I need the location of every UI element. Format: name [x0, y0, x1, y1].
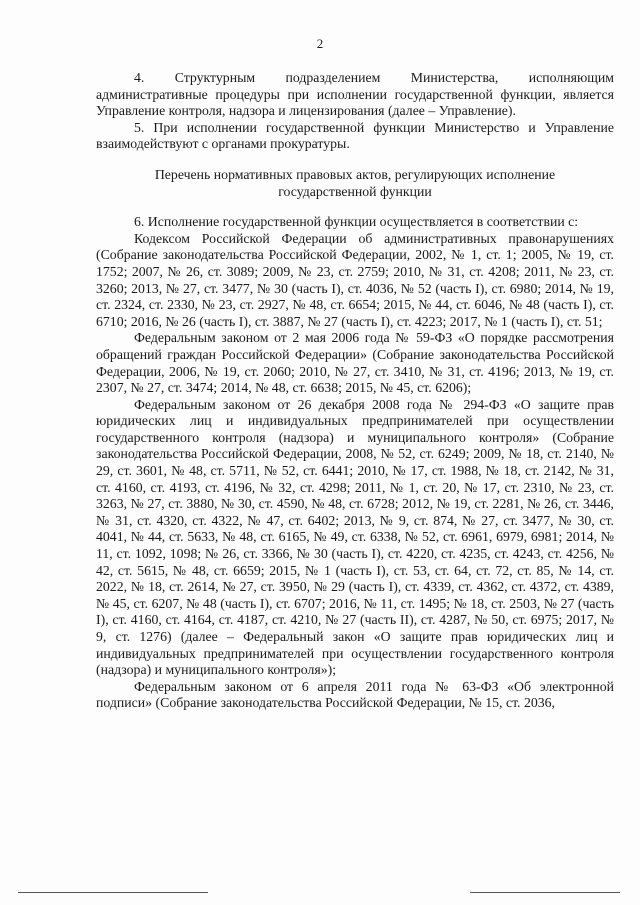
paragraph-law-63fz: Федеральным законом от 6 апреля 2011 года № 63-ФЗ «Об электронной подписи» (Собрание законодательства Российской Федерации, № 15, ст. 2036, [96, 678, 614, 711]
paragraph-koap: Кодексом Российской Федерации об административных правонарушениях (Собрание законодательства Российской Федерации, 2002, № 1, ст. 1; 2005, № 19, ст. 1752; 2007, № 26, ст. 3089; 2009, № 23, ст. 2759; 2010, № 31, ст. 4208; 2011, № 23, ст. 3260; 2013, № 27, ст. 3477, № 30 (часть I), ст. 4036, № 52 (часть I), ст. 6980; 2014, № 19, ст. 2324, ст. 2330, № 23, ст. 2927, № 48, ст. 6654; 2015, № 44, ст. 6046, № 48 (часть I), ст. 6710; 2016, № 26 (часть I), ст. 3887, № 27 (часть I), ст. 4223; 2017, № 1 (часть I), ст. 51; [96, 230, 614, 329]
footer-rule-right [470, 892, 620, 893]
page-number: 2 [316, 36, 324, 51]
paragraph-law-294fz: Федеральным законом от 26 декабря 2008 года № 294-ФЗ «О защите прав юридических лиц и индивидуальных предпринимателей при осуществлении государственного контроля (надзора) и муниципального контроля» (Собрание законодательства Российской Федерации, 2008, № 52, ст. 6249; 2009, № 18, ст. 2140, № 29, ст. 3601, № 48, ст. 5711, № 52, ст. 6441; 2010, № 17, ст. 1988, № 18, ст. 2142, № 31, ст. 4160, ст. 4193, ст. 4196, № 32, ст. 4298; 2011, № 1, ст. 20, № 17, ст. 2310, № 23, ст. 3263, № 27, ст. 3880, № 30, ст. 4590, № 48, ст. 6728; 2012, № 19, ст. 2281, № 26, ст. 3446, № 31, ст. 4320, ст. 4322, № 47, ст. 6402; 2013, № 9, ст. 874, № 27, ст. 3477, № 30, ст. 4041, № 44, ст. 5633, № 48, ст. 6165, № 49, ст. 6338, № 52, ст. 6961, 6979, 6981; 2014, № 11, ст. 1092, 1098; № 26, ст. 3366, № 30 (часть I), ст. 4220, ст. 4235, ст. 4243, ст. 4256, № 42, ст. 5615, № 48, ст. 6659; 2015, № 1 (часть I), ст. 53, ст. 64, ст. 72, ст. 85, № 14, ст. 2022, № 18, ст. 2614, № 27, ст. 3950, № 29 (часть I), ст. 4339, ст. 4362, ст. 4372, ст. 4389, № 45, ст. 6207, № 48 (часть I), ст. 6707; 2016, № 11, ст. 1495; № 18, ст. 2503, № 27 (часть I), ст. 4160, ст. 4164, ст. 4187, ст. 4210, № 27 (часть II), ст. 4287, № 50, ст. 6975; 2017, № 9, ст. 1276) (далее – Федеральный закон «О защите прав юридических лиц и индивидуальных предпринимателей при осуществлении государственного контроля (надзора) и муниципального контроля»); [96, 396, 614, 678]
paragraph-interaction: 5. При исполнении государственной функции Министерство и Управление взаимодействуют с органами прокуратуры. [96, 119, 614, 152]
paragraph-structural-unit: 4. Структурным подразделением Министерства, исполняющим административные процедуры при исполнении государственной функции, является Управление контроля, надзора и лицензирования (далее – Управление). [96, 70, 614, 119]
footer-rule-left [18, 892, 208, 893]
section-heading: Перечень нормативных правовых актов, регулирующих исполнение государственной функции [154, 166, 556, 199]
paragraph-law-59fz: Федеральным законом от 2 мая 2006 года № 59-ФЗ «О порядке рассмотрения обращений граждан Российской Федерации» (Собрание законодательства Российской Федерации, 2006, № 19, ст. 2060; 2010, № 27, ст. 3410, № 31, ст. 4196; 2013, № 19, ст. 2307, № 27, ст. 3474; 2014, № 48, ст. 6638; 2015, № 45, ст. 6206); [96, 330, 614, 396]
paragraph-legal-basis-intro: 6. Исполнение государственной функции осуществляется в соответствии с: [134, 214, 579, 230]
document-body [96, 70, 614, 712]
